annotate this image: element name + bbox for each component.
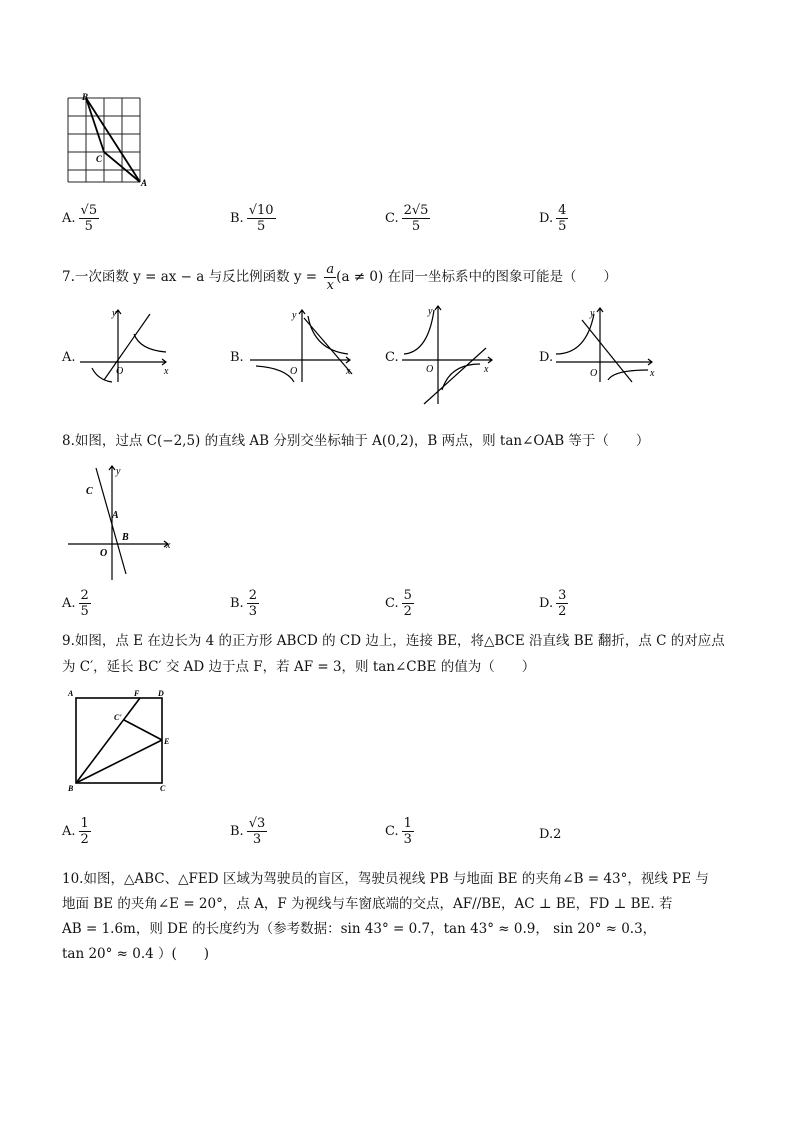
q8-option-d[interactable]: D. $\frac{3}{2}$ <box>539 588 567 619</box>
q8-label-b: B <box>122 532 129 543</box>
q9-stem-line2: 为 C′，延长 BC′ 交 AD 边于点 F，若 AF = 3，则 tan∠CBE 的值为（ ） <box>62 659 536 675</box>
q7-stem: 7.一次函数 y = ax − a 与反比例函数 y = $\frac{a}{x}$ (a ≠ 0) 在同一坐标系中的图象可能是（ ） <box>62 262 618 293</box>
q8-label-y: y <box>116 466 121 477</box>
q7-graph-b-svg <box>246 304 356 384</box>
q9-option-a[interactable]: A. $\frac{1}{2}$ <box>62 816 89 847</box>
q6-label-c: C <box>96 154 103 164</box>
svg-text:O: O <box>290 366 298 377</box>
q7-graph-c-svg <box>398 300 498 406</box>
q7-graph-c <box>398 300 498 410</box>
q7-graph-b <box>246 304 356 388</box>
q9-stem-line1: 9.如图，点 E 在边长为 4 的正方形 ABCD 的 CD 边上，连接 BE，将△BCE 沿直线 BE 翻折，点 C 的对应点 <box>62 633 725 649</box>
q9-figure-svg <box>64 688 180 796</box>
q9-label-c1: C' <box>114 713 122 722</box>
q9-label-b: B <box>68 784 74 793</box>
q10-stem-line2: 地面 BE 的夹角∠E = 20°，点 A，F 为视线与车窗底端的交点，AF//BE，AC ⊥ BE，FD ⊥ BE. 若 <box>62 896 673 912</box>
q7-option-a-letter[interactable]: A. <box>62 350 76 365</box>
q9-option-d[interactable]: D.2 <box>539 827 562 842</box>
q9-label-f: F <box>134 689 140 698</box>
q7-option-b-letter[interactable]: B. <box>230 350 244 365</box>
q10-stem-line3: AB = 1.6m，则 DE 的长度约为（参考数据：sin 43° = 0.7，tan 43° ≈ 0.9， sin 20° ≈ 0.3， <box>62 921 657 937</box>
q8-stem: 8.如图，过点 C(−2,5) 的直线 AB 分别交坐标轴于 A(0,2)，B 两点，则 tan∠OAB 等于（ ） <box>62 433 650 449</box>
q6-option-c[interactable]: C. $\frac{2√5}{5}$ <box>385 203 429 234</box>
q6-option-d[interactable]: D. $\frac{4}{5}$ <box>539 203 567 234</box>
q9-option-c[interactable]: C. $\frac{1}{3}$ <box>385 816 412 847</box>
q6-option-a[interactable]: A. $\frac{√5}{5}$ <box>62 203 98 234</box>
svg-text:x: x <box>346 366 351 377</box>
q8-label-c: C <box>86 486 93 497</box>
svg-text:x: x <box>650 368 655 379</box>
svg-text:y: y <box>590 308 595 319</box>
q8-option-a[interactable]: A. $\frac{2}{5}$ <box>62 588 89 619</box>
q8-label-x: x <box>166 540 171 551</box>
q7-graph-d-svg <box>552 304 656 384</box>
svg-text:O: O <box>590 368 598 379</box>
q9-option-b[interactable]: B. $\frac{√3}{3}$ <box>230 816 266 847</box>
q8-label-a: A <box>112 510 119 521</box>
svg-text:y: y <box>428 306 433 317</box>
svg-text:y: y <box>292 310 297 321</box>
q8-label-o: O <box>100 548 108 559</box>
q6-label-a: A <box>141 178 148 186</box>
q6-label-b: B <box>82 92 89 102</box>
q6-option-b[interactable]: B. $\frac{√10}{5}$ <box>230 203 274 234</box>
q9-figure <box>64 688 180 800</box>
q8-option-b[interactable]: B. $\frac{2}{3}$ <box>230 588 257 619</box>
q7-option-c-letter[interactable]: C. <box>385 350 399 365</box>
q7-graph-d <box>552 304 656 388</box>
q7-graph-a <box>76 304 176 388</box>
q6-grid-svg <box>62 90 152 186</box>
q8-figure <box>64 462 176 586</box>
svg-text:x: x <box>164 366 169 377</box>
q10-stem-line4: tan 20° ≈ 0.4 ）( ) <box>62 946 210 962</box>
q9-label-e: E <box>164 737 170 746</box>
q9-label-c: C <box>160 784 166 793</box>
svg-text:O: O <box>426 364 434 375</box>
q7-option-d-letter[interactable]: D. <box>539 350 554 365</box>
svg-text:y: y <box>112 308 117 319</box>
q8-option-c[interactable]: C. $\frac{5}{2}$ <box>385 588 412 619</box>
q10-stem-line1: 10.如图，△ABC、△FED 区域为驾驶员的盲区，驾驶员视线 PB 与地面 BE 的夹角∠B = 43°，视线 PE 与 <box>62 871 709 887</box>
svg-text:O: O <box>116 366 124 377</box>
q9-label-a: A <box>68 689 74 698</box>
svg-text:x: x <box>484 364 489 375</box>
q8-figure-svg <box>64 462 176 582</box>
q6-figure <box>62 90 152 186</box>
q7-graph-a-svg <box>76 304 176 384</box>
q9-label-d: D <box>158 689 164 698</box>
